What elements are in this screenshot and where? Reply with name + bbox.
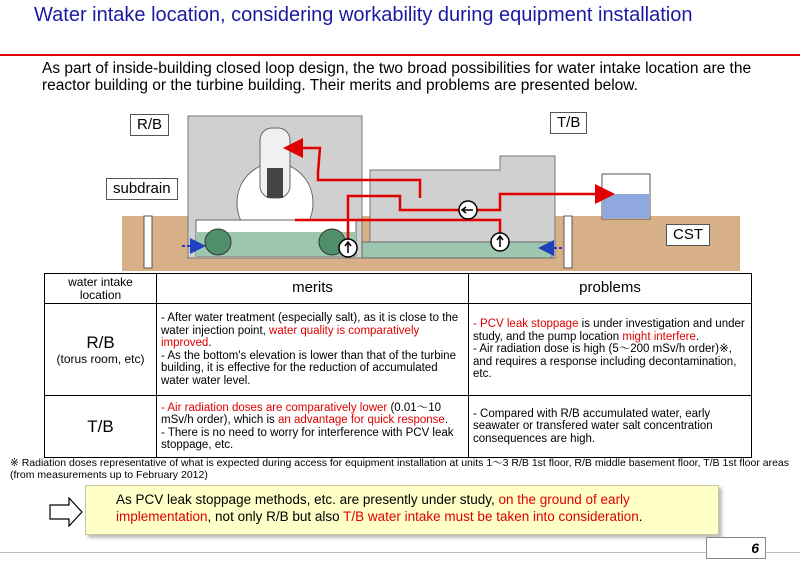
footnote: ※ Radiation doses representative of what is expected during access for equipment installation at units 1～3 R/B 1st floor, R/B middle basement floor, T/B 1st floor areas (from measurements up to February 2012)	[10, 457, 790, 481]
tb-label: T/B	[550, 112, 587, 134]
fuel-core	[267, 168, 283, 198]
footer-divider	[0, 552, 800, 553]
header-problems: problems	[469, 274, 752, 304]
tb-water	[362, 242, 552, 258]
page-title: Water intake location, considering workability during equipment installation	[34, 4, 693, 26]
row-tb-problems: - Compared with R/B accumulated water, early seawater or transfered water salt concentration consequences are high.	[469, 396, 752, 458]
rb-label: R/B	[130, 114, 169, 136]
arrow-right-icon	[49, 497, 83, 527]
header-merits: merits	[157, 274, 469, 304]
row-rb-problems: - PCV leak stoppage is under investigation and under study, and the pump location might interfere. - Air radiation dose is high (5～200 mSv/h order)※, and requires a response including decontamination, etc.	[469, 304, 752, 396]
building-diagram	[100, 108, 760, 273]
row-tb-merits: - Air radiation doses are comparatively lower (0.01～10 mSv/h order), which is an advantage for quick response. - There is no need to worry for interference with PCV leak stoppage, etc.	[157, 396, 469, 458]
subdrain-label: subdrain	[106, 178, 178, 200]
row-tb-location: T/B	[45, 396, 157, 458]
subdrain-pit-left	[144, 216, 152, 268]
table-header-row	[45, 274, 752, 304]
conclusion-box: As PCV leak stoppage methods, etc. are presently under study, on the ground of early implementation, not only R/B but also T/B water intake must be taken into consideration.	[85, 485, 719, 535]
diagram-svg	[100, 108, 760, 273]
torus-left	[205, 229, 231, 255]
cst-water	[603, 194, 649, 218]
row-rb-location: R/B (torus room, etc)	[45, 304, 157, 396]
table-row-rb	[45, 304, 752, 396]
table-row-tb	[45, 396, 752, 458]
intro-text: As part of inside-building closed loop design, the two broad possibilities for water intake location are the reactor building or the turbine building. Their merits and problems are presented below.	[42, 60, 752, 94]
cst-label: CST	[666, 224, 710, 246]
title-divider	[0, 54, 800, 56]
row-rb-merits: - After water treatment (especially salt), as it is close to the water injection point, water quality is comparatively improved. - As the bottom's elevation is lower than that of the turbine building, it is effective for the reduction of accumulated water water level.	[157, 304, 469, 396]
page-number: 6	[706, 537, 766, 559]
subdrain-pit-right	[564, 216, 572, 268]
header-location: water intake location	[45, 274, 157, 304]
merits-problems-table	[44, 273, 752, 458]
